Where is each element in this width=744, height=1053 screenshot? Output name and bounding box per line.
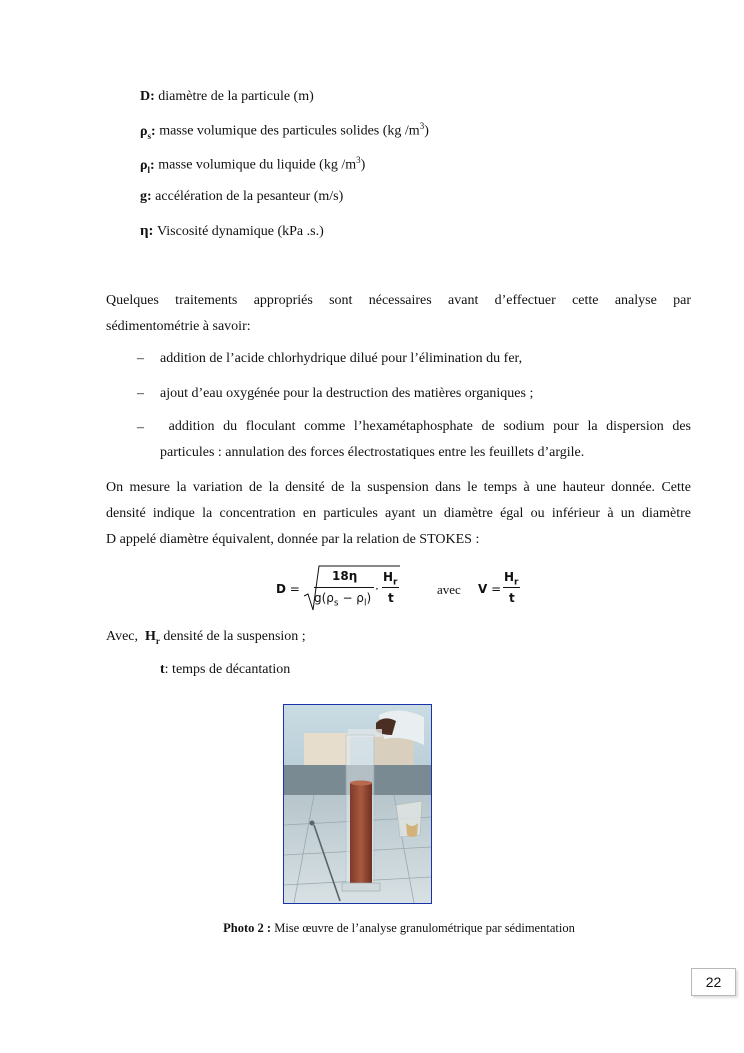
- avec-hr-line: Avec, $H_r$ densité de la suspension ;: [106, 629, 306, 646]
- definition-text: masse volumique du liquide (kg /m: [154, 157, 357, 173]
- photo-illustration: [284, 705, 431, 903]
- bullet-item-2: ajout d’eau oxygénée pour la destruction des matières organiques ;: [160, 386, 534, 401]
- formula-denominator: $g(\rho_s - \rho_l)$: [314, 591, 372, 609]
- stokes-line-1: On mesure la variation de la densité de la suspension dans le temps à une hauteur donnée. Cette: [106, 480, 691, 495]
- bullet-dash: –: [137, 351, 144, 366]
- formula-dot: ·: [375, 582, 379, 596]
- definition-rho-l: $\rho_l$: masse volumique du liquide (kg $/m^3$): [140, 155, 366, 175]
- formula-numerator: 18η: [332, 569, 358, 583]
- stokes-line-2: densité indique la concentration en particules ayant un diamètre égal ou inférieur à un diamètre: [106, 506, 691, 521]
- fraction-bar: [382, 587, 399, 588]
- sedimentation-photo: [283, 704, 432, 904]
- stokes-line-3: D appelé diamètre équivalent, donnée par la relation de STOKES :: [106, 532, 480, 547]
- bullet-item-3-line-2: particules : annulation des forces électrostatiques entre les feuillets d’argile.: [160, 445, 585, 460]
- formula-lhs: D =: [276, 582, 300, 596]
- stokes-formula: [0, 560, 744, 616]
- definition-g: [140, 189, 343, 205]
- definition-symbol: $\rho_s$:: [140, 123, 156, 141]
- formula-avec: avec: [437, 582, 461, 597]
- definition-symbol: $\rho_l$:: [140, 157, 155, 175]
- bullet-item-3: [160, 414, 691, 466]
- bullet-dash: –: [137, 386, 144, 401]
- bullet-item-3-line-1: addition du floculant comme l’hexamétaphosphate de sodium pour la dispersion des: [160, 419, 691, 434]
- intro-paragraph: [106, 288, 691, 340]
- definition-symbol: η:: [140, 223, 154, 239]
- stokes-paragraph: [106, 475, 691, 553]
- definition-symbol: D:: [140, 89, 155, 104]
- photo-caption: [0, 921, 744, 936]
- formula-v-lhs: V =: [478, 582, 502, 596]
- definition-text: Viscosité dynamique (kPa .s.): [153, 224, 324, 239]
- definition-text: accélération de la pesanteur (m/s): [151, 189, 344, 204]
- formula-hr: $H_r$: [383, 570, 398, 588]
- definition-text: diamètre de la particule (m): [154, 89, 314, 104]
- formula-v-t: t: [509, 591, 515, 605]
- fraction-bar: [503, 587, 520, 588]
- intro-line-2: sédimentométrie à savoir:: [106, 319, 251, 334]
- definition-rho-s: $\rho_s$: masse volumique des particules solides (kg $/m^3$): [140, 121, 429, 141]
- formula-t: t: [388, 591, 394, 605]
- bullet-item-1: addition de l’acide chlorhydrique dilué pour l’élimination du fer,: [160, 351, 523, 366]
- intro-line-1: Quelques traitements appropriés sont nécessaires avant d’effectuer cette analyse par: [106, 293, 691, 308]
- caption-label: Photo 2 :: [223, 921, 272, 935]
- definition-text: masse volumique des particules solides (kg /m: [155, 123, 420, 139]
- formula-v-hr: $H_r$: [504, 570, 519, 588]
- definition-eta: [140, 223, 324, 240]
- bullet-dash: –: [137, 420, 144, 435]
- page-number: 22: [691, 968, 736, 996]
- definition-d: [140, 89, 314, 105]
- avec-t-line: t: temps de décantation: [160, 662, 291, 677]
- definition-symbol: g:: [140, 189, 152, 204]
- caption-text: Mise œuvre de l’analyse granulométrique par sédimentation: [271, 921, 575, 935]
- fraction-bar: [314, 587, 374, 588]
